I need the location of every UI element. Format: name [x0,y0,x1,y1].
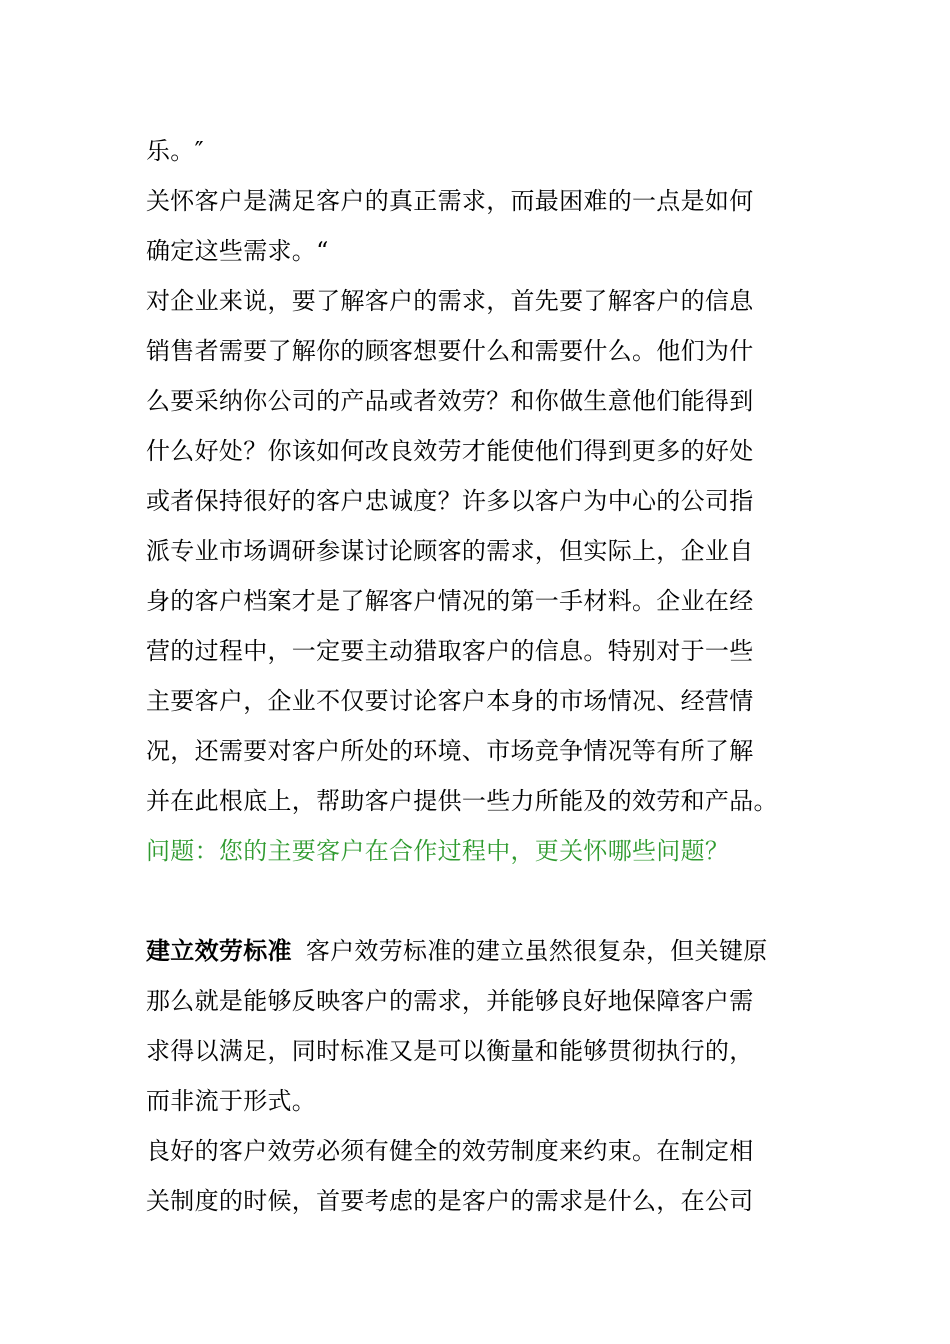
text-line: 身的客户档案才是了解客户情况的第一手材料。企业在经 [146,587,754,615]
text-line: 什么好处？你该如何改良效劳才能使他们得到更多的好处 [146,437,754,465]
text-line: 确定这些需求。“ [146,237,329,265]
document-body [146,126,810,1226]
text-line: 销售者需要了解你的顾客想要什么和需要什么。他们为什 [146,337,754,365]
blank-line [146,876,810,926]
section-first-line-text: 客户效劳标准的建立虽然很复杂，但关键原 [305,937,768,965]
text-line: 况，还需要对客户所处的环境、市场竞争情况等有所了解 [146,737,754,765]
text-line: 并在此根底上，帮助客户提供一些力所能及的效劳和产品。 [146,787,778,815]
text-line: 么要采纳你公司的产品或者效劳？和你做生意他们能得到 [146,387,754,415]
text-line: 营的过程中，一定要主动猎取客户的信息。特别对于一些 [146,637,754,665]
text-line: 对企业来说，要了解客户的需求，首先要了解客户的信息 [146,287,754,315]
section-first-line [146,926,810,976]
text-line: 或者保持很好的客户忠诚度？许多以客户为中心的公司指 [146,487,754,515]
text-line: 那么就是能够反映客户的需求，并能够良好地保障客户需 [146,987,754,1015]
text-line: 关怀客户是满足客户的真正需求，而最困难的一点是如何 [146,187,754,215]
text-line: 乐。″ [146,137,204,165]
text-line: 主要客户，企业不仅要讨论客户本身的市场情况、经营情 [146,687,754,715]
text-line: 求得以满足，同时标准又是可以衡量和能够贯彻执行的， [146,1037,754,1065]
question-line: 问题：您的主要客户在合作过程中，更关怀哪些问题？ [146,837,730,865]
text-line: 派专业市场调研参谋讨论顾客的需求，但实际上，企业自 [146,537,754,565]
text-line: 良好的客户效劳必须有健全的效劳制度来约束。在制定相 [146,1137,754,1165]
text-line: 而非流于形式。 [146,1087,317,1115]
section-heading: 建立效劳标准 [146,936,292,965]
text-line: 关制度的时候，首要考虑的是客户的需求是什么，在公司 [146,1187,754,1215]
